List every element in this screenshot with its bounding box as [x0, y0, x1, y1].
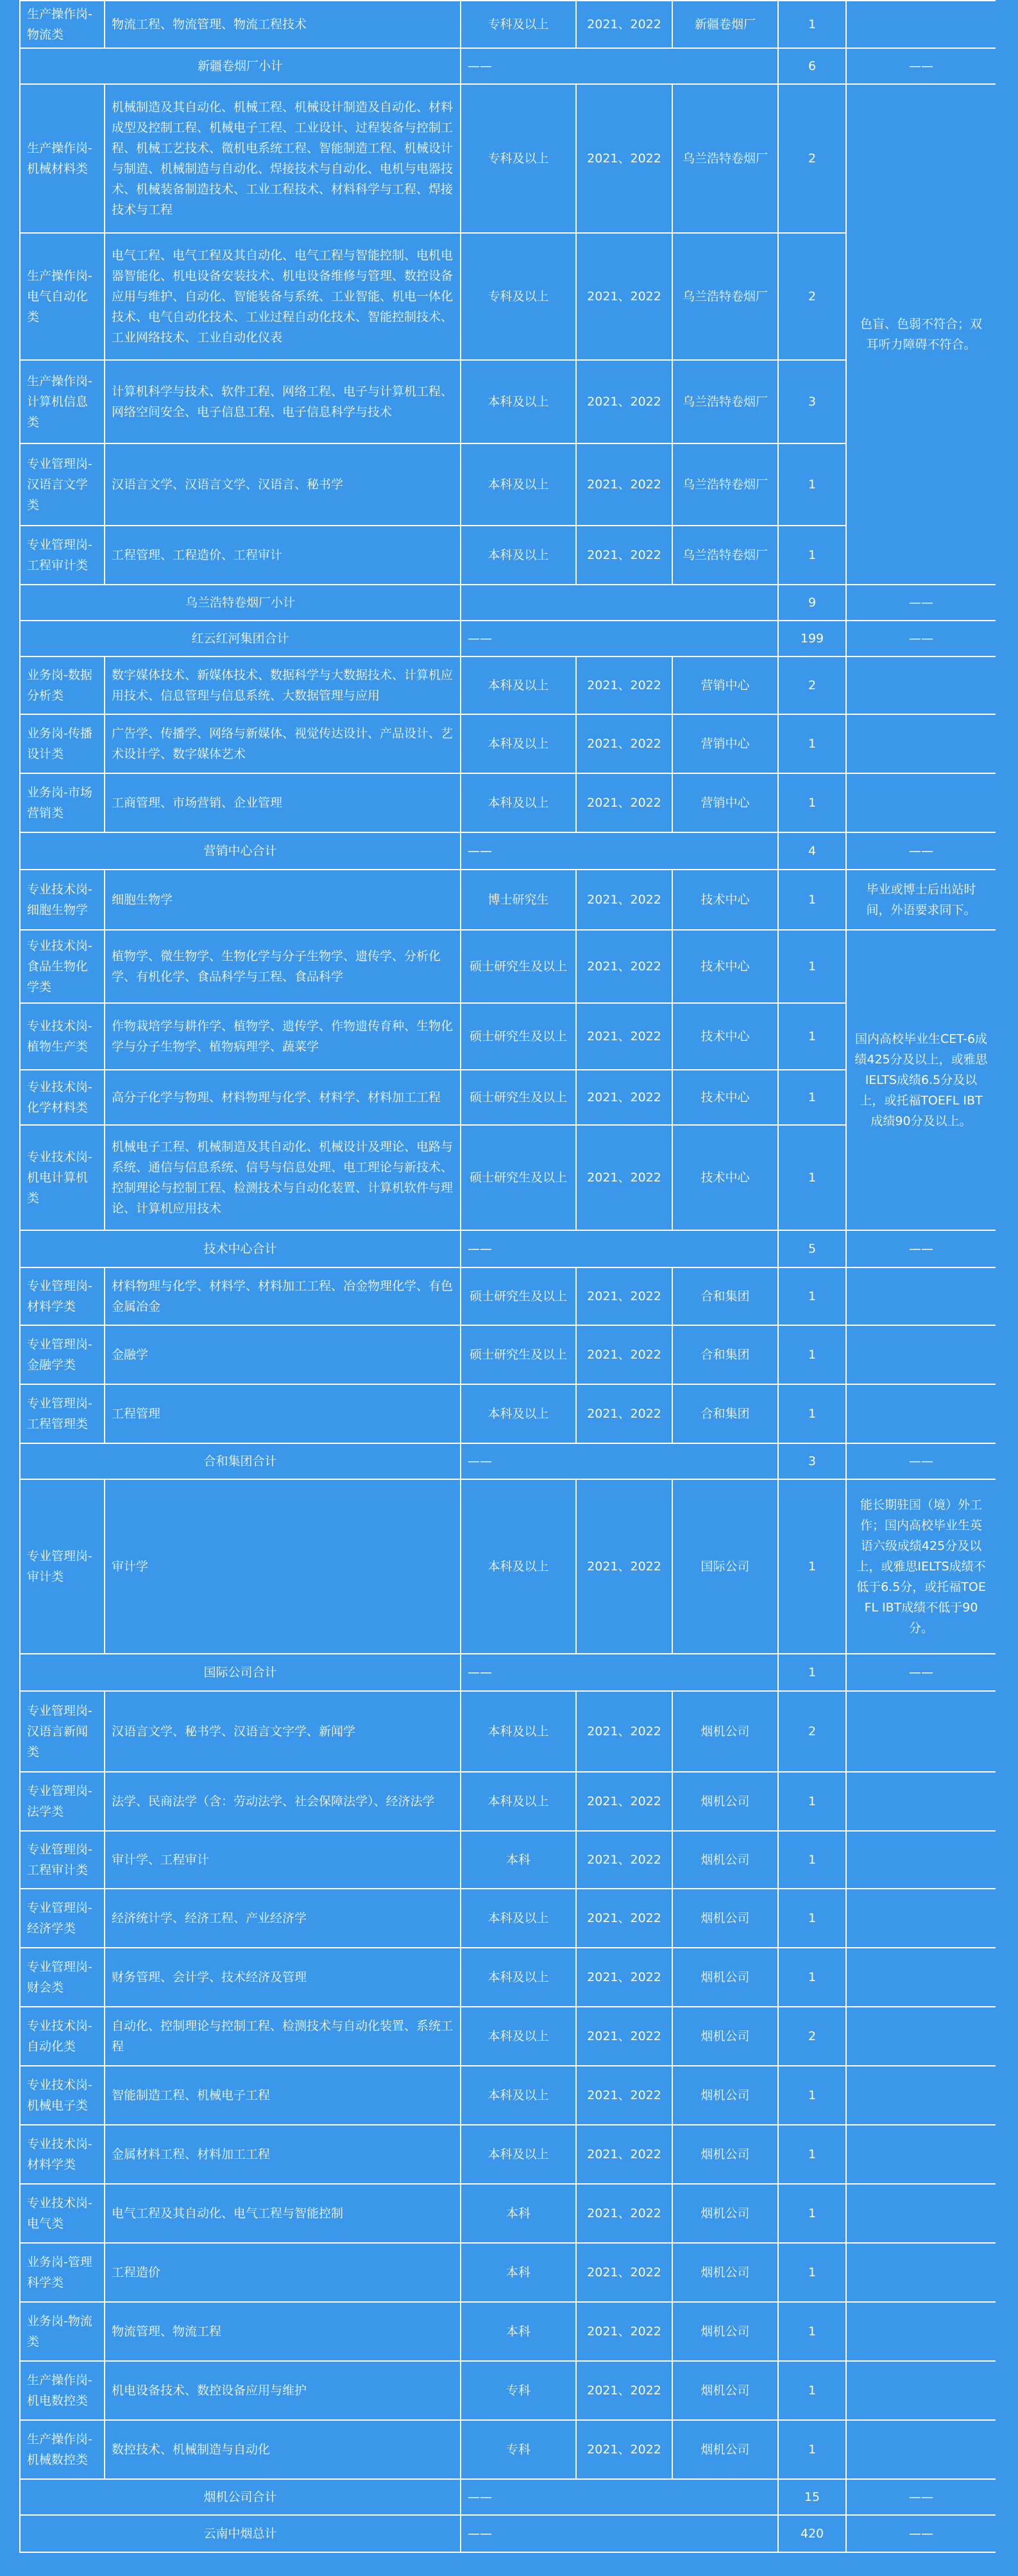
- subtotal-row: [20, 2479, 996, 2515]
- year-cell: 2021、2022: [576, 870, 672, 930]
- position-cell: 生产操作岗-机电数控类: [20, 2361, 105, 2420]
- education-cell: 本科及以上: [461, 1948, 576, 2007]
- education-cell: 硕士研究生及以上: [461, 1325, 576, 1384]
- table-row: [20, 2066, 996, 2125]
- unit-cell: 乌兰浩特卷烟厂: [672, 233, 778, 360]
- headcount-cell: 1: [778, 1772, 846, 1831]
- subtotal-name-cell: 乌兰浩特卷烟厂小计: [20, 585, 461, 621]
- headcount-cell: 1: [778, 2302, 846, 2361]
- unit-cell: 乌兰浩特卷烟厂: [672, 526, 778, 585]
- position-cell: 专业管理岗-经济学类: [20, 1889, 105, 1948]
- headcount-cell: 420: [778, 2515, 846, 2552]
- headcount-cell: 5: [778, 1230, 846, 1267]
- year-cell: 2021、2022: [576, 1948, 672, 2007]
- position-cell: 专业管理岗-审计类: [20, 1479, 105, 1654]
- unit-cell: 乌兰浩特卷烟厂: [672, 84, 778, 233]
- headcount-cell: 1: [778, 2125, 846, 2184]
- major-cell: 广告学、传播学、网络与新媒体、视觉传达设计、产品设计、艺术设计学、数字媒体艺术: [105, 714, 461, 773]
- headcount-cell: 1: [778, 1125, 846, 1230]
- note-cell: ——: [846, 585, 996, 621]
- note-cell: [846, 1772, 996, 1831]
- year-cell: 2021、2022: [576, 1267, 672, 1325]
- major-cell: 汉语言文学、秘书学、汉语言文字学、新闻学: [105, 1691, 461, 1772]
- year-cell: 2021、2022: [576, 1325, 672, 1384]
- major-cell: 经济统计学、经济工程、产业经济学: [105, 1889, 461, 1948]
- year-cell: 2021、2022: [576, 1479, 672, 1654]
- position-cell: 业务岗-物流类: [20, 2302, 105, 2361]
- unit-cell: 烟机公司: [672, 1889, 778, 1948]
- position-cell: 专业技术岗-化学材料类: [20, 1070, 105, 1125]
- table-row: [20, 1691, 996, 1772]
- major-cell: 物流工程、物流管理、物流工程技术: [105, 1, 461, 48]
- note-cell: 毕业或博士后出站时间，外语要求同下。: [846, 870, 996, 930]
- position-cell: 专业管理岗-工程审计类: [20, 1831, 105, 1889]
- headcount-cell: 4: [778, 832, 846, 870]
- position-cell: 生产操作岗-计算机信息类: [20, 360, 105, 443]
- note-cell: [846, 2066, 996, 2125]
- year-cell: 2021、2022: [576, 657, 672, 714]
- education-cell: 硕士研究生及以上: [461, 1267, 576, 1325]
- year-cell: 2021、2022: [576, 2420, 672, 2479]
- headcount-cell: 1: [778, 1948, 846, 2007]
- note-cell: [846, 1, 996, 48]
- major-cell: 财务管理、会计学、技术经济及管理: [105, 1948, 461, 2007]
- major-cell: 工程管理、工程造价、工程审计: [105, 526, 461, 585]
- subtotal-dash-cell: ——: [461, 832, 778, 870]
- position-cell: 专业技术岗-机电计算机类: [20, 1125, 105, 1230]
- table-row: [20, 1, 996, 48]
- unit-cell: 技术中心: [672, 1070, 778, 1125]
- table-row: [20, 1384, 996, 1443]
- position-cell: 专业技术岗-机械电子类: [20, 2066, 105, 2125]
- unit-cell: 技术中心: [672, 1125, 778, 1230]
- major-cell: 植物学、微生物学、生物化学与分子生物学、遗传学、分析化学、有机化学、食品科学与工程、食品科学: [105, 930, 461, 1003]
- headcount-cell: 1: [778, 1, 846, 48]
- unit-cell: 烟机公司: [672, 2302, 778, 2361]
- subtotal-name-cell: 新疆卷烟厂小计: [20, 48, 461, 84]
- headcount-cell: 2: [778, 84, 846, 233]
- unit-cell: 烟机公司: [672, 2125, 778, 2184]
- unit-cell: 烟机公司: [672, 2066, 778, 2125]
- unit-cell: 烟机公司: [672, 1831, 778, 1889]
- education-cell: 专科及以上: [461, 233, 576, 360]
- position-cell: 业务岗-传播设计类: [20, 714, 105, 773]
- table-row: [20, 714, 996, 773]
- table-row: [20, 930, 996, 1003]
- note-cell: [846, 1384, 996, 1443]
- position-cell: 生产操作岗-机械材料类: [20, 84, 105, 233]
- headcount-cell: 1: [778, 2361, 846, 2420]
- education-cell: 本科及以上: [461, 1772, 576, 1831]
- education-cell: 本科: [461, 2184, 576, 2243]
- year-cell: 2021、2022: [576, 1125, 672, 1230]
- note-cell: 国内高校毕业生CET-6成绩425分及以上，或雅思IELTS成绩6.5分及以上，或托福TOEFL IBT成绩90分及以上。: [846, 930, 996, 1230]
- year-cell: 2021、2022: [576, 1889, 672, 1948]
- education-cell: 本科及以上: [461, 1384, 576, 1443]
- unit-cell: 技术中心: [672, 1003, 778, 1070]
- note-cell: [846, 1325, 996, 1384]
- subtotal-dash-cell: ——: [461, 621, 778, 657]
- major-cell: 汉语言文学、汉语言文学、汉语言、秘书学: [105, 443, 461, 526]
- table-row: [20, 2184, 996, 2243]
- unit-cell: 乌兰浩特卷烟厂: [672, 443, 778, 526]
- note-cell: ——: [846, 48, 996, 84]
- subtotal-row: [20, 621, 996, 657]
- major-cell: 材料物理与化学、材料学、材料加工工程、冶金物理化学、有色金属冶金: [105, 1267, 461, 1325]
- headcount-cell: 1: [778, 1070, 846, 1125]
- education-cell: 本科及以上: [461, 773, 576, 832]
- unit-cell: 营销中心: [672, 773, 778, 832]
- headcount-cell: 1: [778, 1003, 846, 1070]
- subtotal-name-cell: 烟机公司合计: [20, 2479, 461, 2515]
- education-cell: 硕士研究生及以上: [461, 1125, 576, 1230]
- position-cell: 业务岗-管理科学类: [20, 2243, 105, 2302]
- education-cell: 硕士研究生及以上: [461, 930, 576, 1003]
- position-cell: 专业管理岗-法学类: [20, 1772, 105, 1831]
- position-cell: 专业管理岗-工程管理类: [20, 1384, 105, 1443]
- position-cell: 专业技术岗-食品生物化学类: [20, 930, 105, 1003]
- headcount-cell: 6: [778, 48, 846, 84]
- education-cell: 本科: [461, 2243, 576, 2302]
- education-cell: 本科: [461, 1831, 576, 1889]
- year-cell: 2021、2022: [576, 2243, 672, 2302]
- position-cell: 专业技术岗-自动化类: [20, 2007, 105, 2066]
- year-cell: 2021、2022: [576, 526, 672, 585]
- major-cell: 智能制造工程、机械电子工程: [105, 2066, 461, 2125]
- major-cell: 工程造价: [105, 2243, 461, 2302]
- unit-cell: 乌兰浩特卷烟厂: [672, 360, 778, 443]
- major-cell: 机械电子工程、机械制造及其自动化、机械设计及理论、电路与系统、通信与信息系统、信号与信息处理、电工理论与新技术、控制理论与控制工程、检测技术与自动化装置、计算机软件与理论、计算机应用技术: [105, 1125, 461, 1230]
- headcount-cell: 1: [778, 2243, 846, 2302]
- table-row: [20, 1325, 996, 1384]
- education-cell: 本科及以上: [461, 657, 576, 714]
- unit-cell: 烟机公司: [672, 1948, 778, 2007]
- year-cell: 2021、2022: [576, 2125, 672, 2184]
- table-row: [20, 1772, 996, 1831]
- subtotal-row: [20, 1654, 996, 1691]
- education-cell: 本科及以上: [461, 2066, 576, 2125]
- table-row: [20, 2302, 996, 2361]
- unit-cell: 烟机公司: [672, 2243, 778, 2302]
- subtotal-dash-cell: ——: [461, 1443, 778, 1479]
- education-cell: 本科: [461, 2302, 576, 2361]
- note-cell: [846, 2125, 996, 2184]
- unit-cell: 烟机公司: [672, 2420, 778, 2479]
- table-row: [20, 1948, 996, 2007]
- year-cell: 2021、2022: [576, 1, 672, 48]
- note-cell: 色盲、色弱不符合；双耳听力障碍不符合。: [846, 84, 996, 585]
- unit-cell: 烟机公司: [672, 2184, 778, 2243]
- year-cell: 2021、2022: [576, 2066, 672, 2125]
- year-cell: 2021、2022: [576, 2184, 672, 2243]
- education-cell: 专科: [461, 2361, 576, 2420]
- major-cell: 高分子化学与物理、材料物理与化学、材料学、材料加工工程: [105, 1070, 461, 1125]
- note-cell: [846, 2302, 996, 2361]
- subtotal-row: [20, 48, 996, 84]
- table-row: [20, 1831, 996, 1889]
- position-cell: 专业技术岗-植物生产类: [20, 1003, 105, 1070]
- major-cell: 工程管理: [105, 1384, 461, 1443]
- subtotal-row: [20, 832, 996, 870]
- major-cell: 物流管理、物流工程: [105, 2302, 461, 2361]
- note-cell: ——: [846, 1443, 996, 1479]
- headcount-cell: 1: [778, 2066, 846, 2125]
- headcount-cell: 1: [778, 1384, 846, 1443]
- education-cell: 本科及以上: [461, 360, 576, 443]
- year-cell: 2021、2022: [576, 1691, 672, 1772]
- major-cell: 数字媒体技术、新媒体技术、数据科学与大数据技术、计算机应用技术、信息管理与信息系统、大数据管理与应用: [105, 657, 461, 714]
- note-cell: ——: [846, 621, 996, 657]
- headcount-cell: 199: [778, 621, 846, 657]
- year-cell: 2021、2022: [576, 1831, 672, 1889]
- note-cell: [846, 714, 996, 773]
- table-row: [20, 1267, 996, 1325]
- subtotal-row: [20, 2515, 996, 2552]
- headcount-cell: 1: [778, 2184, 846, 2243]
- major-cell: 金属材料工程、材料加工工程: [105, 2125, 461, 2184]
- headcount-cell: 1: [778, 1831, 846, 1889]
- headcount-cell: 3: [778, 360, 846, 443]
- education-cell: 本科及以上: [461, 2007, 576, 2066]
- unit-cell: 技术中心: [672, 870, 778, 930]
- note-cell: [846, 1948, 996, 2007]
- headcount-cell: 1: [778, 1889, 846, 1948]
- table-row: [20, 2243, 996, 2302]
- unit-cell: 营销中心: [672, 657, 778, 714]
- major-cell: 金融学: [105, 1325, 461, 1384]
- headcount-cell: 2: [778, 1691, 846, 1772]
- education-cell: 专科及以上: [461, 1, 576, 48]
- subtotal-name-cell: 合和集团合计: [20, 1443, 461, 1479]
- subtotal-dash-cell: ——: [461, 1230, 778, 1267]
- headcount-cell: 1: [778, 714, 846, 773]
- subtotal-name-cell: 营销中心合计: [20, 832, 461, 870]
- table-body: [20, 1, 996, 2552]
- education-cell: 博士研究生: [461, 870, 576, 930]
- position-cell: 专业技术岗-电气类: [20, 2184, 105, 2243]
- headcount-cell: 1: [778, 1325, 846, 1384]
- subtotal-dash-cell: ——: [461, 2479, 778, 2515]
- table-row: [20, 773, 996, 832]
- note-cell: [846, 2361, 996, 2420]
- major-cell: 机电设备技术、数控设备应用与维护: [105, 2361, 461, 2420]
- subtotal-dash-cell: ——: [461, 1654, 778, 1691]
- headcount-cell: 2: [778, 2007, 846, 2066]
- subtotal-row: [20, 1443, 996, 1479]
- headcount-cell: 1: [778, 773, 846, 832]
- subtotal-dash-cell: [461, 585, 778, 621]
- headcount-cell: 1: [778, 526, 846, 585]
- headcount-cell: 3: [778, 1443, 846, 1479]
- year-cell: 2021、2022: [576, 233, 672, 360]
- headcount-cell: 1: [778, 2420, 846, 2479]
- year-cell: 2021、2022: [576, 1003, 672, 1070]
- headcount-cell: 1: [778, 870, 846, 930]
- position-cell: 专业技术岗-材料学类: [20, 2125, 105, 2184]
- year-cell: 2021、2022: [576, 773, 672, 832]
- headcount-cell: 9: [778, 585, 846, 621]
- unit-cell: 国际公司: [672, 1479, 778, 1654]
- year-cell: 2021、2022: [576, 360, 672, 443]
- headcount-cell: 2: [778, 657, 846, 714]
- note-cell: [846, 2243, 996, 2302]
- note-cell: [846, 1267, 996, 1325]
- major-cell: 法学、民商法学（含：劳动法学、社会保障法学）、经济法学: [105, 1772, 461, 1831]
- headcount-cell: 2: [778, 233, 846, 360]
- headcount-cell: 1: [778, 930, 846, 1003]
- subtotal-row: [20, 585, 996, 621]
- position-cell: 专业管理岗-汉语言新闻类: [20, 1691, 105, 1772]
- education-cell: 本科及以上: [461, 526, 576, 585]
- subtotal-name-cell: 国际公司合计: [20, 1654, 461, 1691]
- position-cell: 专业管理岗-工程审计类: [20, 526, 105, 585]
- year-cell: 2021、2022: [576, 443, 672, 526]
- major-cell: 工商管理、市场营销、企业管理: [105, 773, 461, 832]
- year-cell: 2021、2022: [576, 930, 672, 1003]
- note-cell: [846, 2007, 996, 2066]
- subtotal-dash-cell: ——: [461, 48, 778, 84]
- position-cell: 专业管理岗-汉语言文学类: [20, 443, 105, 526]
- table-row: [20, 84, 996, 233]
- note-cell: ——: [846, 2515, 996, 2552]
- year-cell: 2021、2022: [576, 1384, 672, 1443]
- education-cell: 专科及以上: [461, 84, 576, 233]
- note-cell: 能长期驻国（境）外工作；国内高校毕业生英语六级成绩425分及以上，或雅思IELTS成绩不低于6.5分，或托福TOEFL IBT成绩不低于90分。: [846, 1479, 996, 1654]
- major-cell: 电气工程及其自动化、电气工程与智能控制: [105, 2184, 461, 2243]
- unit-cell: 营销中心: [672, 714, 778, 773]
- note-cell: ——: [846, 832, 996, 870]
- unit-cell: 烟机公司: [672, 2361, 778, 2420]
- note-cell: ——: [846, 1230, 996, 1267]
- education-cell: 硕士研究生及以上: [461, 1070, 576, 1125]
- unit-cell: 新疆卷烟厂: [672, 1, 778, 48]
- note-cell: [846, 773, 996, 832]
- table-row: [20, 1479, 996, 1654]
- table-row: [20, 657, 996, 714]
- headcount-cell: 1: [778, 1267, 846, 1325]
- note-cell: [846, 1691, 996, 1772]
- note-cell: [846, 1831, 996, 1889]
- year-cell: 2021、2022: [576, 84, 672, 233]
- unit-cell: 技术中心: [672, 930, 778, 1003]
- table-row: [20, 870, 996, 930]
- note-cell: [846, 2184, 996, 2243]
- education-cell: 本科及以上: [461, 1691, 576, 1772]
- headcount-cell: 1: [778, 443, 846, 526]
- position-cell: 生产操作岗-物流类: [20, 1, 105, 48]
- headcount-cell: 1: [778, 1479, 846, 1654]
- unit-cell: 合和集团: [672, 1267, 778, 1325]
- note-cell: [846, 657, 996, 714]
- subtotal-name-cell: 红云红河集团合计: [20, 621, 461, 657]
- unit-cell: 合和集团: [672, 1384, 778, 1443]
- major-cell: 作物栽培学与耕作学、植物学、遗传学、作物遗传育种、生物化学与分子生物学、植物病理学、蔬菜学: [105, 1003, 461, 1070]
- position-cell: 业务岗-市场营销类: [20, 773, 105, 832]
- unit-cell: 合和集团: [672, 1325, 778, 1384]
- unit-cell: 烟机公司: [672, 1772, 778, 1831]
- position-cell: 专业管理岗-材料学类: [20, 1267, 105, 1325]
- education-cell: 硕士研究生及以上: [461, 1003, 576, 1070]
- year-cell: 2021、2022: [576, 1070, 672, 1125]
- subtotal-row: [20, 1230, 996, 1267]
- position-cell: 专业技术岗-细胞生物学: [20, 870, 105, 930]
- unit-cell: 烟机公司: [672, 2007, 778, 2066]
- education-cell: 本科及以上: [461, 1479, 576, 1654]
- subtotal-name-cell: 技术中心合计: [20, 1230, 461, 1267]
- major-cell: 自动化、控制理论与控制工程、检测技术与自动化装置、系统工程: [105, 2007, 461, 2066]
- position-cell: 专业管理岗-金融学类: [20, 1325, 105, 1384]
- major-cell: 审计学: [105, 1479, 461, 1654]
- education-cell: 专科: [461, 2420, 576, 2479]
- unit-cell: 烟机公司: [672, 1691, 778, 1772]
- table-row: [20, 2361, 996, 2420]
- year-cell: 2021、2022: [576, 2361, 672, 2420]
- note-cell: ——: [846, 2479, 996, 2515]
- education-cell: 本科及以上: [461, 443, 576, 526]
- year-cell: 2021、2022: [576, 714, 672, 773]
- position-cell: 生产操作岗-电气自动化类: [20, 233, 105, 360]
- table-row: [20, 2007, 996, 2066]
- major-cell: 机械制造及其自动化、机械工程、机械设计制造及自动化、材料成型及控制工程、机械电子工程、工业设计、过程装备与控制工程、机械工艺技术、微机电系统工程、智能制造工程、机械设计与制造、机械制造与自动化、焊接技术与自动化、电机与电器技术、机械装备制造技术、工业工程技术、材料科学与工程、焊接技术与工程: [105, 84, 461, 233]
- year-cell: 2021、2022: [576, 1772, 672, 1831]
- year-cell: 2021、2022: [576, 2007, 672, 2066]
- recruitment-table-viewport: [19, 0, 996, 2553]
- education-cell: 本科及以上: [461, 1889, 576, 1948]
- table-row: [20, 2420, 996, 2479]
- table-row: [20, 1889, 996, 1948]
- recruitment-table: [19, 0, 996, 2553]
- subtotal-dash-cell: ——: [461, 2515, 778, 2552]
- table-row: [20, 2125, 996, 2184]
- position-cell: 生产操作岗-机械数控类: [20, 2420, 105, 2479]
- year-cell: 2021、2022: [576, 2302, 672, 2361]
- major-cell: 计算机科学与技术、软件工程、网络工程、电子与计算机工程、网络空间安全、电子信息工程、电子信息科学与技术: [105, 360, 461, 443]
- education-cell: 本科及以上: [461, 714, 576, 773]
- note-cell: [846, 1889, 996, 1948]
- headcount-cell: 15: [778, 2479, 846, 2515]
- position-cell: 专业管理岗-财会类: [20, 1948, 105, 2007]
- education-cell: 本科及以上: [461, 2125, 576, 2184]
- major-cell: 数控技术、机械制造与自动化: [105, 2420, 461, 2479]
- note-cell: ——: [846, 1654, 996, 1691]
- note-cell: [846, 2420, 996, 2479]
- major-cell: 电气工程、电气工程及其自动化、电气工程与智能控制、电机电器智能化、机电设备安装技术、机电设备维修与管理、数控设备应用与维护、自动化、智能装备与系统、工业智能、机电一体化技术、电气自动化技术、工业过程自动化技术、智能控制技术、工业网络技术、工业自动化仪表: [105, 233, 461, 360]
- position-cell: 业务岗-数据分析类: [20, 657, 105, 714]
- headcount-cell: 1: [778, 1654, 846, 1691]
- major-cell: 审计学、工程审计: [105, 1831, 461, 1889]
- major-cell: 细胞生物学: [105, 870, 461, 930]
- subtotal-name-cell: 云南中烟总计: [20, 2515, 461, 2552]
